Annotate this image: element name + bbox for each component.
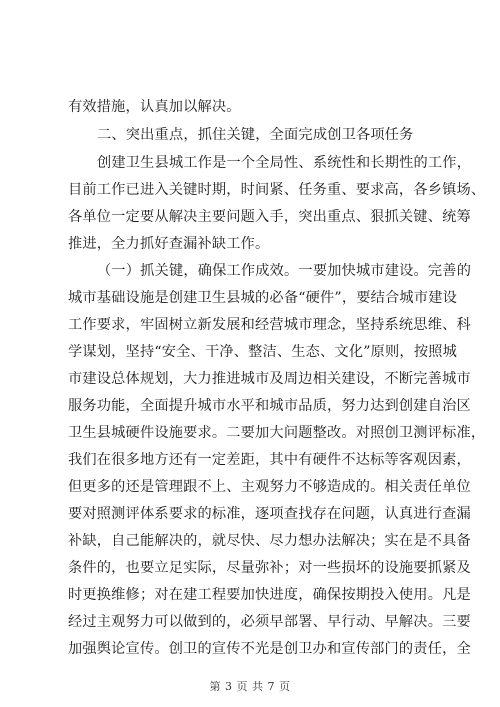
- paragraph-line: 经过主观努力可以做到的，必须早部署、早行动、早解决。三要: [68, 614, 471, 630]
- paragraph-line: 卫生县城硬件设施要求。二要加大问题整改。对照创卫测评标准，: [68, 425, 486, 441]
- paragraph-line: 补缺，自己能解决的，就尽快、尽力想办法解决；实在是不具备: [68, 533, 471, 549]
- paragraph-line: 各单位一定要从解决主要问题入手，突出重点、狠抓关键、统筹: [68, 209, 471, 225]
- document-body: [68, 94, 486, 663]
- subsection-heading-line: （一）抓关键，确保工作成效。一要加快城市建设。完善的: [97, 263, 472, 279]
- paragraph-line: 城市基础设施是创建卫生县城的必备“硬件”，要结合城市建设: [68, 290, 457, 306]
- paragraph-line: 学谋划，坚持“安全、干净、整洁、生态、文化”原则，按照城: [68, 344, 457, 360]
- paragraph-line: 有效措施，认真加以解决。: [68, 99, 241, 115]
- paragraph-line: 目前工作已进入关键时期，时间紧、任务重、要求高，各乡镇场、: [68, 182, 486, 198]
- paragraph-line: 市建设总体规划，大力推进城市及周边相关建设，不断完善城市: [68, 371, 471, 387]
- paragraph-line: 工作要求，牢固树立新发展和经营城市理念，坚持系统思维、科: [68, 317, 471, 333]
- paragraph-line: 加强舆论宣传。创卫的宣传不光是创卫办和宣传部门的责任，全: [68, 641, 471, 657]
- paragraph-line: 创建卫生县城工作是一个全局性、系统性和长期性的工作，: [97, 155, 472, 171]
- paragraph-line: 推进，全力抓好查漏补缺工作。: [68, 236, 270, 252]
- section-heading: 二、突出重点，抓住关键，全面完成创卫各项任务: [97, 127, 414, 143]
- paragraph-line: 时更换维修；对在建工程要加快进度，确保按期投入使用。凡是: [68, 587, 471, 603]
- paragraph-line: 条件的，也要立足实际，尽量弥补；对一些损坏的设施要抓紧及: [68, 560, 471, 576]
- paragraph-line: 我们在很多地方还有一定差距，其中有硬件不达标等客观因素，: [68, 452, 471, 468]
- paragraph-line: 要对照测评体系要求的标准，逐项查找存在问题，认真进行查漏: [68, 506, 471, 522]
- paragraph-line: 服务功能，全面提升城市水平和城市品质，努力达到创建自治区: [68, 398, 471, 414]
- page-number-footer: 第 3 页 共 7 页: [209, 680, 291, 693]
- paragraph-line: 但更多的还是管理跟不上、主观努力不够造成的。相关责任单位: [68, 479, 471, 495]
